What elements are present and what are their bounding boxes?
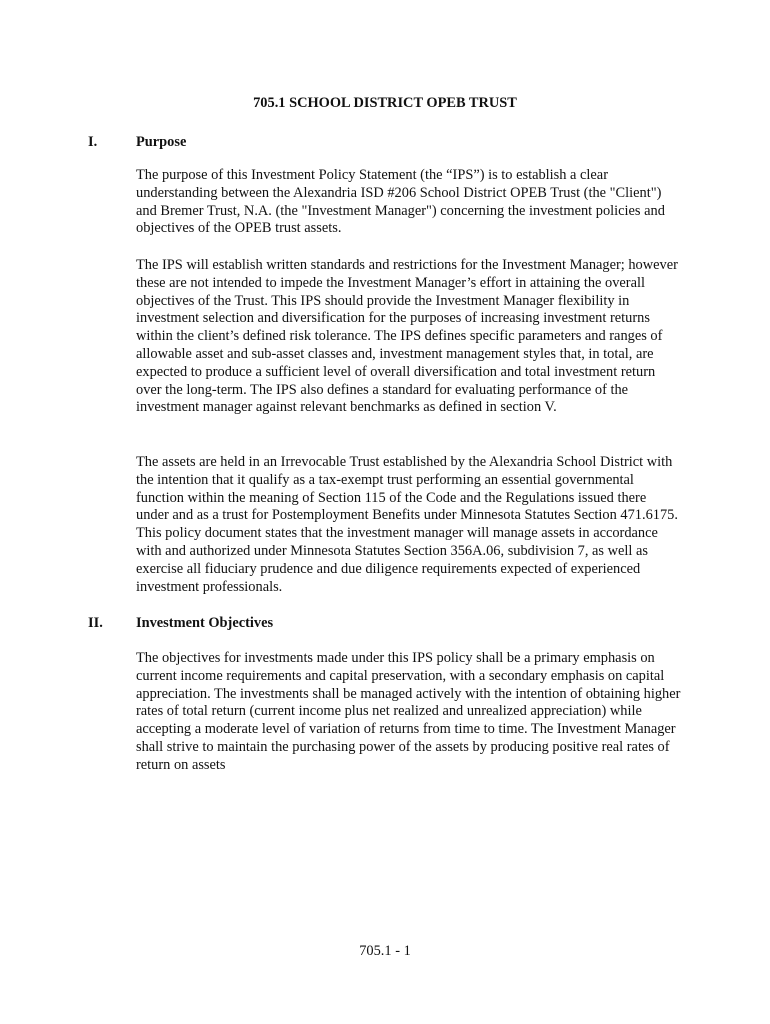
purpose-paragraph-3: The assets are held in an Irrevocable Trust established by the Alexandria School District with the intention that it qualify as a tax-exempt trust performing an essential governmental function within the meaning of Section 115 of the Code and the Regulations issued there under and as a trust for Postemployment Benefits under Minnesota Statutes Section 471.6175. This policy document states that the investment manager will manage assets in accordance with and authorized under Minnesota Statutes Section 356A.06, subdivision 7, as well as exercise all fiduciary prudence and due diligence requirements expected of experienced investment professionals. <box>136 454 678 595</box>
section-heading-investment-objectives: Investment Objectives <box>136 615 274 631</box>
document-title: 705.1 SCHOOL DISTRICT OPEB TRUST <box>253 95 517 111</box>
investment-objectives-paragraph-1: The objectives for investments made under this IPS policy shall be a primary emphasis on current income requirements and capital preservation, with a secondary emphasis on capital appreciation. The investments shall be managed actively with the intention of obtaining higher rates of total return (current income plus net realized and unrealized appreciation) while accepting a moderate level of variation of returns from time to time. The Investment Manager shall strive to maintain the purchasing power of the assets by producing positive real rates of return on assets <box>136 650 681 773</box>
purpose-paragraph-2: The IPS will establish written standards and restrictions for the Investment Manager; however these are not intended to impede the Investment Manager’s effort in attaining the overall objectives of the Trust. This IPS should provide the Investment Manager flexibility in investment selection and diversification for the purposes of increasing investment returns within the client’s defined risk tolerance. The IPS defines specific parameters and ranges of allowable asset and sub-asset classes and, investment management styles that, in total, are expected to produce a sufficient level of overall diversification and total investment return over the long-term. The IPS also defines a standard for evaluating performance of the investment manager against relevant benchmarks as defined in section V. <box>136 257 678 416</box>
section-heading-purpose: Purpose <box>136 134 187 150</box>
section-numeral-purpose: I. <box>88 134 98 150</box>
purpose-paragraph-1: The purpose of this Investment Policy Statement (the “IPS”) is to establish a clear understanding between the Alexandria ISD #206 School District OPEB Trust (the "Client") and Bremer Trust, N.A. (the "Investment Manager") concerning the investment policies and objectives of the OPEB trust assets. <box>136 167 665 237</box>
section-numeral-investment-objectives: II. <box>88 615 103 631</box>
page-number: 705.1 - 1 <box>359 943 411 959</box>
